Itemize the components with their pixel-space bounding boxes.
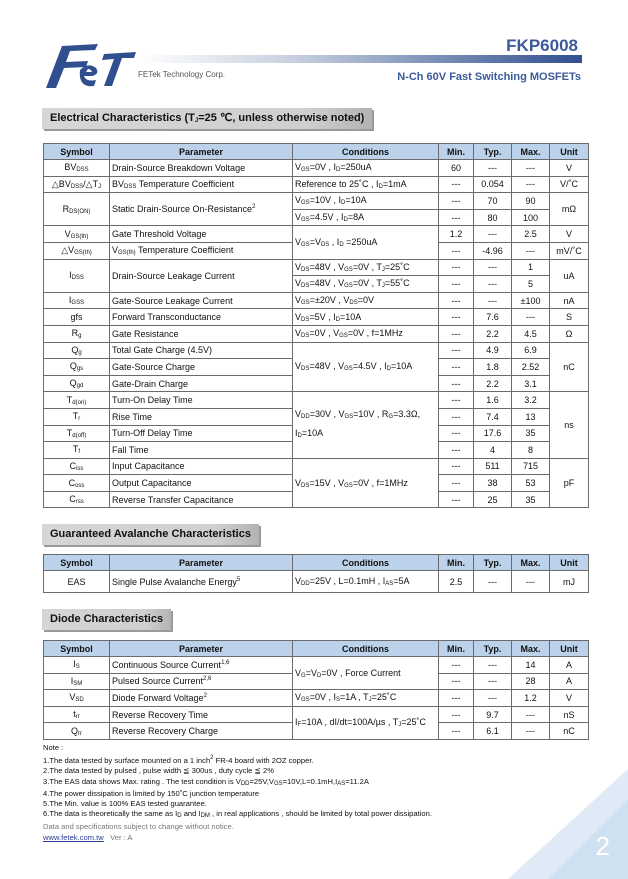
part-subtitle: N-Ch 60V Fast Switching MOSFETs bbox=[397, 71, 581, 83]
table-header-row: Symbol Parameter Conditions Min. Typ. Max. Unit bbox=[44, 555, 589, 571]
section-title-avalanche: Guaranteed Avalanche Characteristics bbox=[42, 524, 259, 545]
section-title-electrical: Electrical Characteristics (TJ=25 ℃, unless otherwise noted) bbox=[42, 108, 372, 129]
table-row: VGS(th) Gate Threshold Voltage VGS=VDS , ID =250uA 1.2 --- 2.5 V bbox=[44, 226, 589, 243]
version-label: Ver : A bbox=[110, 833, 133, 842]
table-row: gfs Forward Transconductance VDS=5V , ID=10A --- 7.6 --- S bbox=[44, 309, 589, 326]
electrical-table bbox=[43, 143, 589, 508]
table-row: VDS=48V , VGS=0V , TJ=55˚C --- --- 5 bbox=[44, 276, 589, 293]
table-row: Qrr Reverse Recovery Charge --- 6.1 --- nC bbox=[44, 723, 589, 740]
website-link[interactable]: www.fetek.com.tw bbox=[43, 833, 104, 842]
table-row: Crss Reverse Transfer Capacitance --- 25 35 bbox=[44, 491, 589, 508]
table-row: Rg Gate Resistance VDS=0V , VGS=0V , f=1MHz --- 2.2 4.5 Ω bbox=[44, 325, 589, 342]
table-row: BVDSS Drain-Source Breakdown Voltage VGS=0V , ID=250uA 60 --- --- V bbox=[44, 160, 589, 177]
disclaimer: Data and specifications subject to change without notice. bbox=[43, 822, 234, 831]
table-row: Tr Rise Time --- 7.4 13 bbox=[44, 408, 589, 425]
avalanche-table bbox=[43, 554, 589, 593]
page-number: 2 bbox=[595, 831, 610, 861]
table-row: Coss Output Capacitance --- 38 53 bbox=[44, 475, 589, 492]
table-row: IGSS Gate-Source Leakage Current VGS=±20V , VDS=0V --- --- ±100 nA bbox=[44, 292, 589, 309]
table-row: IS Continuous Source Current$^{1,6}$ VG=VD=0V , Force Current --- --- 14 A bbox=[44, 657, 589, 674]
header-bar bbox=[138, 55, 582, 63]
table-row: VGS=4.5V , ID=8A --- 80 100 bbox=[44, 209, 589, 226]
table-header-row: Symbol Parameter Conditions Min. Typ. Max. Unit bbox=[44, 641, 589, 657]
table-header-row: Symbol Parameter Conditions Min. Typ. Max. Unit bbox=[44, 144, 589, 160]
fetek-logo bbox=[40, 40, 140, 92]
table-row: Ciss Input Capacitance VDS=15V , VGS=0V , f=1MHz --- 511 715 pF bbox=[44, 458, 589, 475]
table-row: IDSS Drain-Source Leakage Current VDS=48V , VGS=0V , TJ=25˚C --- --- 1 uA bbox=[44, 259, 589, 276]
company-name: FETek Technology Corp. bbox=[138, 70, 226, 79]
footer bbox=[43, 833, 132, 842]
table-row: RDS(ON) Static Drain-Source On-Resistance$^2$ VGS=10V , ID=10A --- 70 90 mΩ bbox=[44, 193, 589, 210]
table-row: △BVDSS/△TJ BVDSS Temperature Coefficient Reference to 25˚C , ID=1mA --- 0.054 --- V/˚C bbox=[44, 176, 589, 193]
table-row: △VGS(th) VGS(th) Temperature Coefficient --- -4.96 --- mV/˚C bbox=[44, 242, 589, 259]
table-row: ISM Pulsed Source Current$^{2,6}$ --- --- 28 A bbox=[44, 673, 589, 690]
table-row: Td(off) Turn-Off Delay Time --- 17.6 35 bbox=[44, 425, 589, 442]
section-title-diode: Diode Characteristics bbox=[42, 609, 171, 630]
table-row: EAS Single Pulse Avalanche Energy$^5$ VDD=25V , L=0.1mH , IAS=5A 2.5 --- --- mJ bbox=[44, 571, 589, 593]
table-row: Td(on) Turn-On Delay Time VDD=30V , VGS=10V , RG=3.3Ω, ID=10A --- 1.6 3.2 ns bbox=[44, 392, 589, 409]
table-row: Tf Fall Time --- 4 8 bbox=[44, 442, 589, 459]
part-number: FKP6008 bbox=[506, 36, 578, 55]
table-row: Qg Total Gate Charge (4.5V) VDS=48V , VGS=4.5V , ID=10A --- 4.9 6.9 nC bbox=[44, 342, 589, 359]
table-row: VSD Diode Forward Voltage$^2$ VGS=0V , IS=1A , TJ=25˚C --- --- 1.2 V bbox=[44, 690, 589, 707]
table-row: Qgs Gate-Source Charge --- 1.8 2.52 bbox=[44, 359, 589, 376]
table-row: Qgd Gate-Drain Charge --- 2.2 3.1 bbox=[44, 375, 589, 392]
table-row: trr Reverse Recovery Time IF=10A , dI/dt=100A/µs , TJ=25˚C --- 9.7 --- nS bbox=[44, 706, 589, 723]
diode-table bbox=[43, 640, 589, 740]
corner-decoration bbox=[508, 769, 628, 879]
notes: Note : 1.The data tested by surface mounted on a 1 inch$^2$ FR-4 board with 2OZ copper. 2.The data tested by pulsed , pulse width ≦ 300us , duty cycle ≦ 2% 3.The EAS data shows Max. rating . The test condition is VDD=25V,VGS=10V,L=0.1mH,IAS=11.2A 4.The power dissipation is limited by 150˚C junction temperature 5.The Min. value is 100% EAS tested guarantee. 6.The data is theoretically the same as ID and IDM , in real applications , should be limited by total power dissipation. bbox=[43, 743, 432, 820]
